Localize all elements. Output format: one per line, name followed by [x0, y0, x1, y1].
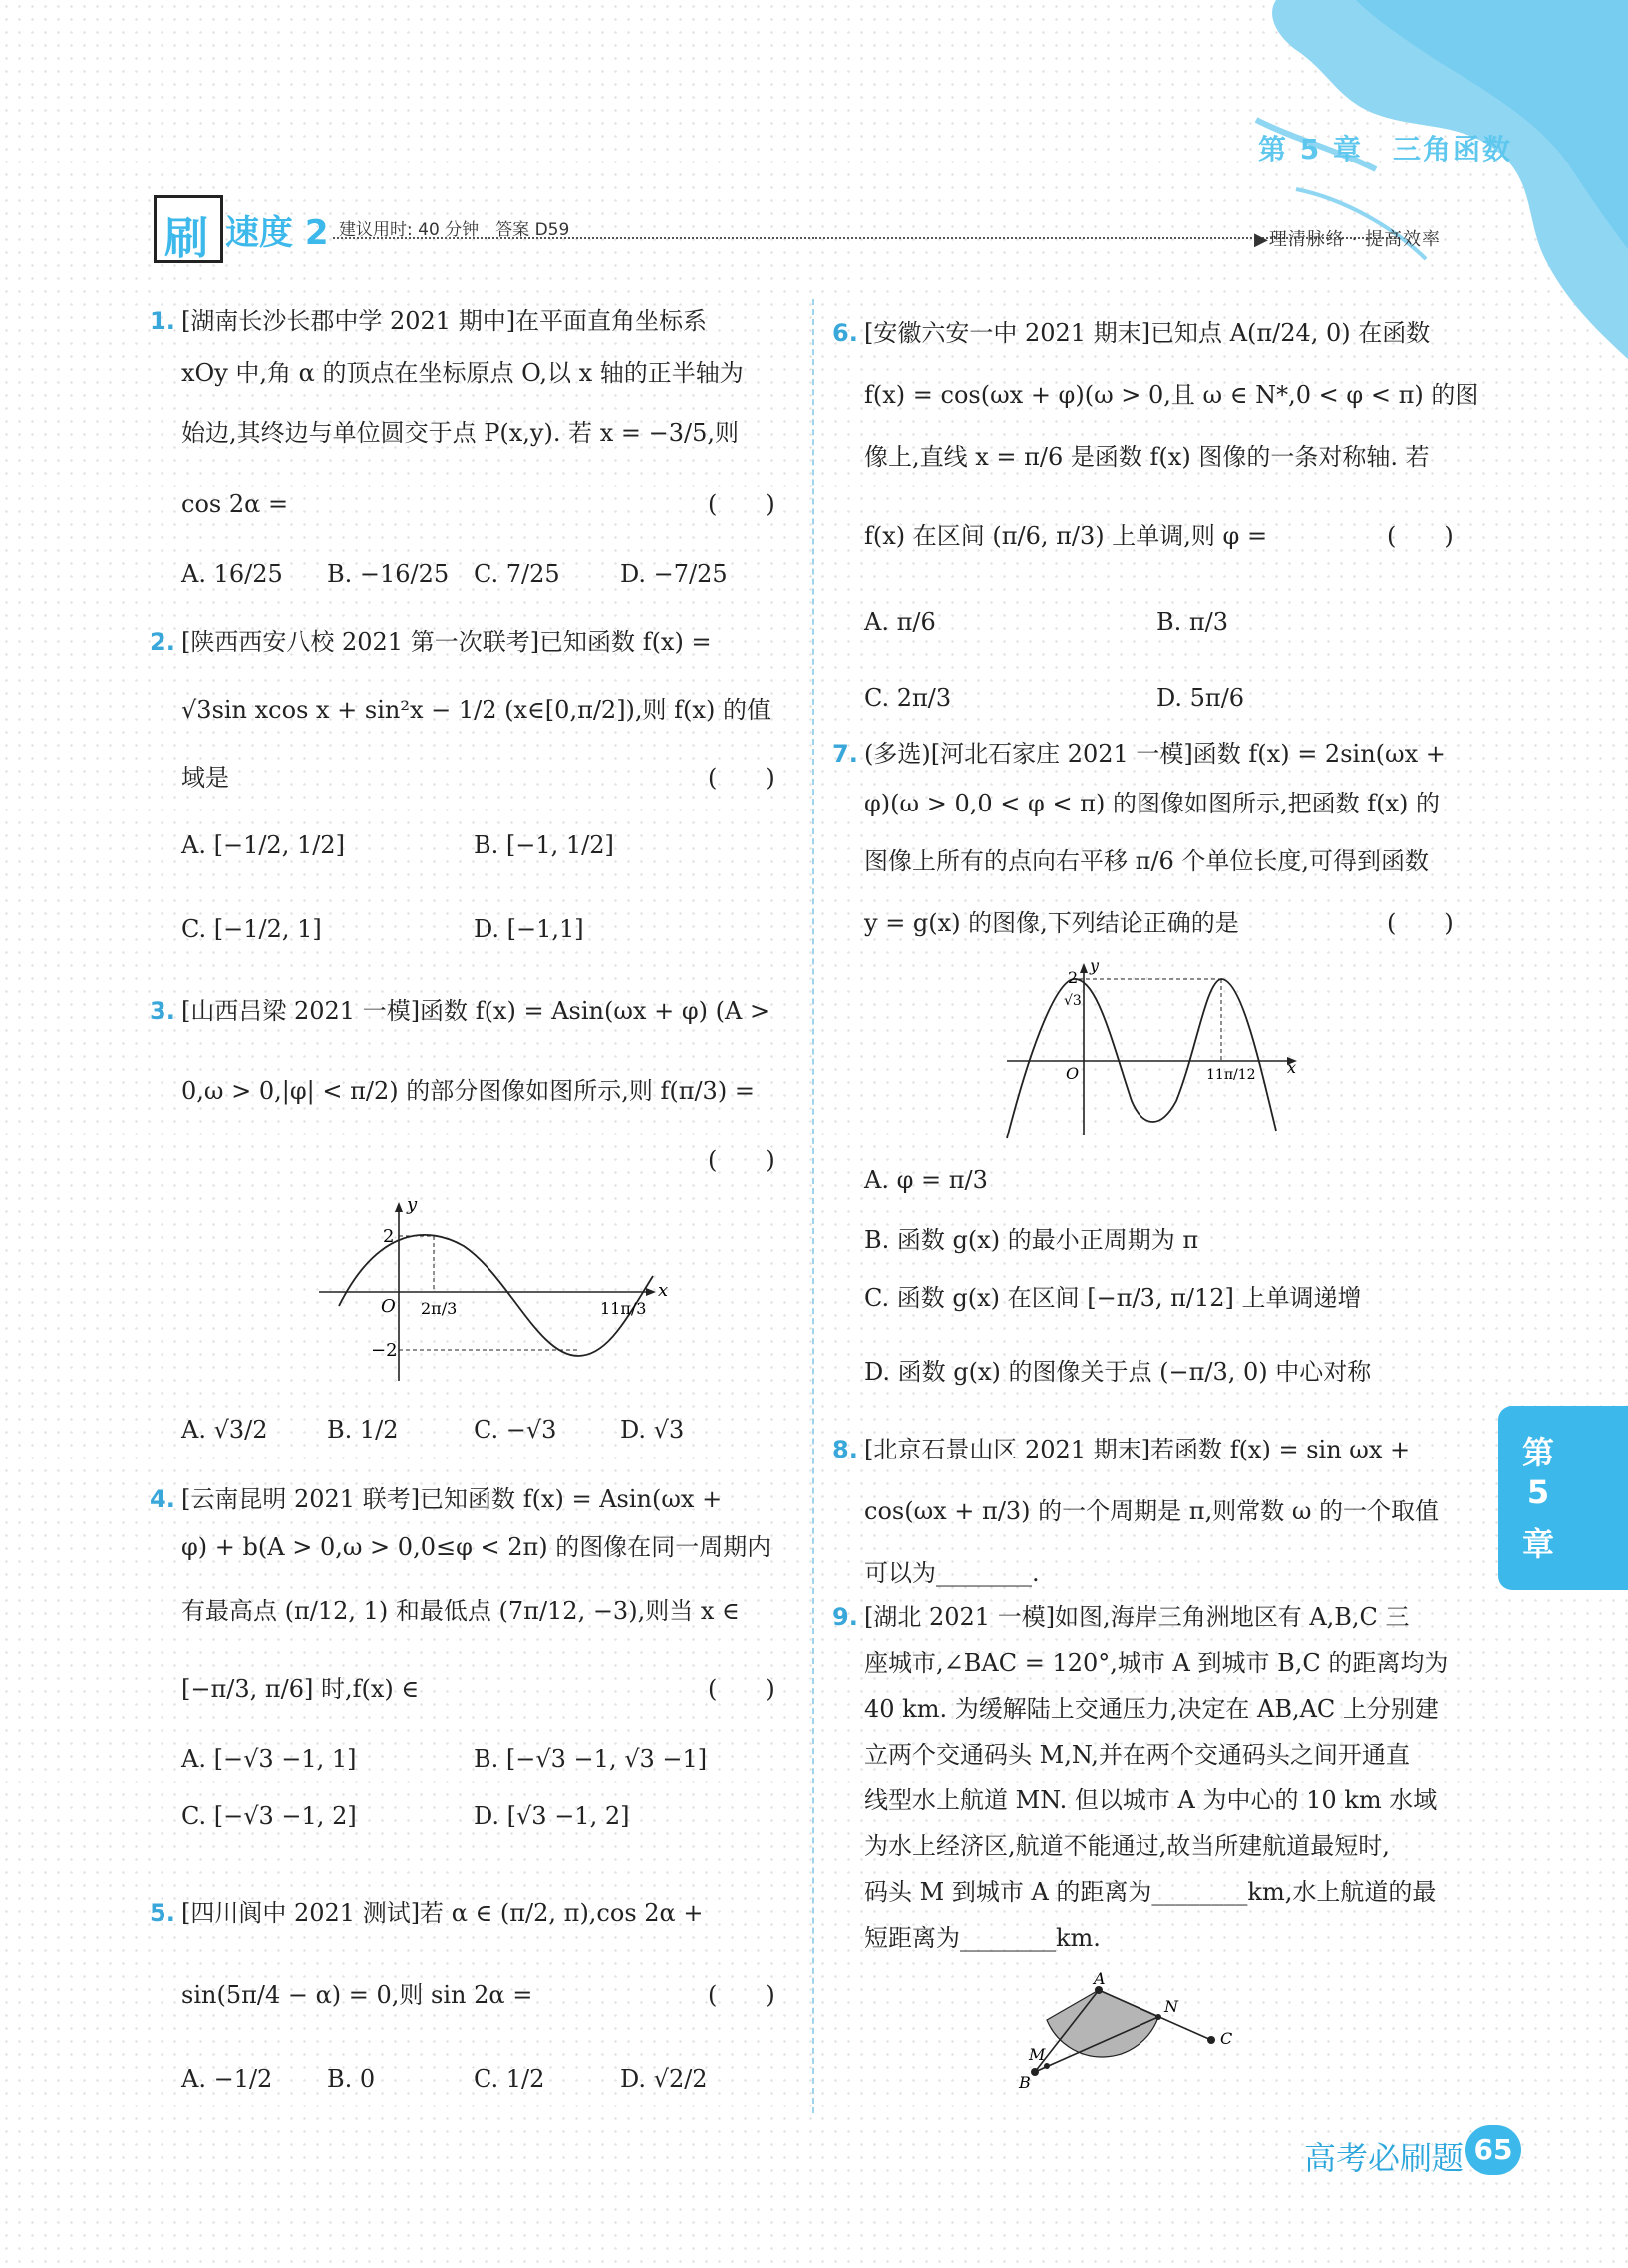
option-b[interactable]: B. π/3 [1156, 608, 1229, 636]
question-7 [832, 740, 1480, 1418]
option-c[interactable]: C. 函数 g(x) 在区间 [−π/3, π/12] 上单调递增 [864, 1284, 1362, 1312]
question-number: 7. [832, 740, 858, 768]
question-line: sin(5π/4 − α) = 0,则 sin 2α = [181, 1981, 533, 2009]
option-c[interactable]: C. 1/2 [474, 2065, 545, 2093]
question-number: 1. [150, 307, 175, 335]
question-line: √3sin xcos x + sin²x − 1/2 (x∈[0,π/2]),则 f(x) 的值 [181, 696, 771, 724]
x-axis-label: x [1287, 1058, 1297, 1077]
y-axis-label: y [407, 1196, 418, 1215]
y-tick-top: 2 [1068, 968, 1079, 987]
y-tick-bottom: −2 [371, 1340, 398, 1361]
answer-bracket: ( ) [1387, 522, 1454, 550]
question-line: [云南昆明 2021 联考]已知函数 f(x) = Asin(ωx + [181, 1485, 723, 1513]
option-c[interactable]: C. [−1/2, 1] [181, 915, 322, 943]
x-mark: 11π/12 [1206, 1067, 1256, 1083]
origin-label: O [1066, 1064, 1080, 1083]
option-a[interactable]: A. √3/2 [181, 1416, 268, 1444]
question-line: 座城市,∠BAC = 120°,城市 A 到城市 B,C 的距离均为 [864, 1649, 1449, 1677]
question-8 [832, 1436, 1480, 1595]
question-line: φ)(ω > 0,0 < φ < π) 的图像如图所示,把函数 f(x) 的 [864, 790, 1440, 817]
triangle-delta-figure [1007, 1972, 1266, 2092]
question-9 [832, 1603, 1480, 2102]
question-number: 2. [150, 628, 175, 656]
y-axis-label: y [1090, 961, 1100, 975]
question-line: 立两个交通码头 M,N,并在两个交通码头之间开通直 [864, 1741, 1410, 1769]
slogan: ▶理清脉络 · 提高效率 [1254, 229, 1442, 250]
option-a[interactable]: A. π/6 [864, 608, 936, 636]
question-line: 域是 [181, 764, 229, 792]
origin-label: O [381, 1296, 396, 1317]
question-5 [150, 1899, 788, 2138]
option-d[interactable]: D. −7/25 [620, 560, 728, 588]
option-a[interactable]: A. φ = π/3 [864, 1166, 988, 1194]
logo-box [154, 195, 223, 263]
header-dotted-line [333, 237, 1400, 239]
option-b[interactable]: B. 函数 g(x) 的最小正周期为 π [864, 1226, 1199, 1254]
point-c-label: C [1220, 2029, 1233, 2048]
question-line: [北京石景山区 2021 期末]若函数 f(x) = sin ωx + [864, 1436, 1411, 1463]
option-d[interactable]: D. √2/2 [620, 2065, 708, 2093]
y-tick-mid: √3 [1064, 993, 1082, 1009]
sine-graph-figure [309, 1196, 668, 1386]
y-tick-top: 2 [383, 1226, 395, 1247]
section-title: 速度 2 [225, 213, 329, 253]
option-a[interactable]: A. [−√3 −1, 1] [181, 1745, 357, 1773]
logo-char: 刷 [164, 213, 208, 264]
option-b[interactable]: B. [−√3 −1, √3 −1] [474, 1745, 708, 1773]
answer-bracket: ( ) [708, 1981, 775, 2009]
question-line: xOy 中,角 α 的顶点在坐标原点 O,以 x 轴的正半轴为 [181, 359, 744, 387]
question-1 [150, 299, 788, 618]
answer-bracket: ( ) [1387, 909, 1454, 937]
question-line: 码头 M 到城市 A 的距离为________km,水上航道的最 [864, 1878, 1437, 1906]
question-line: 0,ω > 0,|φ| < π/2) 的部分图像如图所示,则 f(π/3) = [181, 1077, 755, 1105]
option-a[interactable]: A. [−1/2, 1/2] [181, 831, 345, 859]
question-number: 5. [150, 1899, 175, 1927]
question-line: [四川阆中 2021 测试]若 α ∈ (π/2, π),cos 2α + [181, 1899, 704, 1927]
answer-bracket: ( ) [708, 490, 775, 518]
question-line: [−π/3, π/6] 时,f(x) ∈ [181, 1675, 420, 1703]
question-line: 短距离为________km. [864, 1924, 1101, 1952]
question-line: 40 km. 为缓解陆上交通压力,决定在 AB,AC 上分别建 [864, 1695, 1439, 1723]
chapter-label: 第 5 章 三角函数 [1258, 133, 1512, 165]
question-number: 4. [150, 1485, 175, 1513]
question-line: [陕西西安八校 2021 第一次联考]已知函数 f(x) = [181, 628, 712, 656]
answer-bracket: ( ) [708, 1146, 775, 1174]
question-line: φ) + b(A > 0,ω > 0,0≤φ < 2π) 的图像在同一周期内 [181, 1533, 772, 1561]
option-d[interactable]: D. 5π/6 [1156, 684, 1245, 712]
option-d[interactable]: D. 函数 g(x) 的图像关于点 (−π/3, 0) 中心对称 [864, 1358, 1372, 1386]
option-d[interactable]: D. √3 [620, 1416, 685, 1444]
question-4 [150, 1485, 788, 1864]
option-b[interactable]: B. 0 [327, 2065, 376, 2093]
question-line: [湖北 2021 一模]如图,海岸三角洲地区有 A,B,C 三 [864, 1603, 1410, 1631]
question-number: 9. [832, 1603, 858, 1631]
question-line: [安徽六安一中 2021 期末]已知点 A(π/24, 0) 在函数 [864, 319, 1431, 347]
question-line: [山西吕梁 2021 一模]函数 f(x) = Asin(ωx + φ) (A > [181, 997, 771, 1025]
question-number: 6. [832, 319, 858, 347]
question-line: 始边,其终边与单位圆交于点 P(x,y). 若 x = −3/5,则 [181, 419, 740, 447]
option-b[interactable]: B. 1/2 [327, 1416, 399, 1444]
option-a[interactable]: A. 16/25 [181, 560, 283, 588]
question-line: [湖南长沙长郡中学 2021 期中]在平面直角坐标系 [181, 307, 708, 335]
footer-brand: 高考必刷题 [1304, 2139, 1465, 2177]
question-line: 有最高点 (π/12, 1) 和最低点 (7π/12, −3),则当 x ∈ [181, 1597, 740, 1625]
question-6 [832, 319, 1480, 738]
question-line: f(x) 在区间 (π/6, π/3) 上单调,则 φ = [864, 522, 1268, 550]
option-c[interactable]: C. 2π/3 [864, 684, 952, 712]
question-line: y = g(x) 的图像,下列结论正确的是 [864, 909, 1239, 937]
option-a[interactable]: A. −1/2 [181, 2065, 273, 2093]
option-d[interactable]: D. [−1,1] [474, 915, 584, 943]
x-mark-2: 11π/3 [600, 1299, 647, 1318]
section-header [154, 195, 1469, 265]
option-d[interactable]: D. [√3 −1, 2] [474, 1802, 630, 1830]
side-tab-line: 章 [1521, 1525, 1554, 1563]
chapter-side-tab [1498, 1406, 1628, 1590]
question-line: 为水上经济区,航道不能通过,故当所建航道最短时, [864, 1832, 1390, 1860]
question-line: cos 2α = [181, 490, 289, 518]
point-a-label: A [1094, 1972, 1106, 1988]
point-b-label: B [1019, 2073, 1031, 2092]
point-m-label: M [1029, 2045, 1046, 2064]
question-2 [150, 628, 788, 947]
question-line: 可以为________. [864, 1559, 1040, 1587]
question-line: cos(ωx + π/3) 的一个周期是 π,则常数 ω 的一个取值 [864, 1497, 1440, 1525]
option-b[interactable]: B. [−1, 1/2] [474, 831, 614, 859]
x-mark-1: 2π/3 [421, 1299, 458, 1318]
column-divider [812, 299, 814, 2113]
question-line: 图像上所有的点向右平移 π/6 个单位长度,可得到函数 [864, 847, 1430, 875]
answer-bracket: ( ) [708, 764, 775, 792]
question-number: 8. [832, 1436, 858, 1463]
page-number: 65 [1465, 2125, 1521, 2175]
question-line: (多选)[河北石家庄 2021 一模]函数 f(x) = 2sin(ωx + [864, 740, 1446, 768]
side-tab-line: 5 [1526, 1473, 1550, 1511]
option-c[interactable]: C. [−√3 −1, 2] [181, 1802, 357, 1830]
option-b[interactable]: B. −16/25 [327, 560, 450, 588]
question-number: 3. [150, 997, 175, 1025]
question-line: 线型水上航道 MN. 但以城市 A 为中心的 10 km 水域 [864, 1786, 1438, 1814]
suggested-time: 建议用时: 40 分钟 答案 D59 [339, 220, 570, 240]
sine-graph-figure [1002, 961, 1301, 1140]
question-line: 像上,直线 x = π/6 是函数 f(x) 图像的一条对称轴. 若 [864, 443, 1430, 471]
option-c[interactable]: C. −√3 [474, 1416, 557, 1444]
point-n-label: N [1164, 1997, 1178, 2016]
x-axis-label: x [658, 1280, 668, 1301]
side-tab-line: 第 [1521, 1434, 1554, 1471]
question-line: f(x) = cos(ωx + φ)(ω > 0,且 ω ∈ N*,0 < φ < π) 的图 [864, 381, 1479, 409]
answer-bracket: ( ) [708, 1675, 775, 1703]
option-c[interactable]: C. 7/25 [474, 560, 560, 588]
brush-splash-decoration [1236, 0, 1628, 359]
